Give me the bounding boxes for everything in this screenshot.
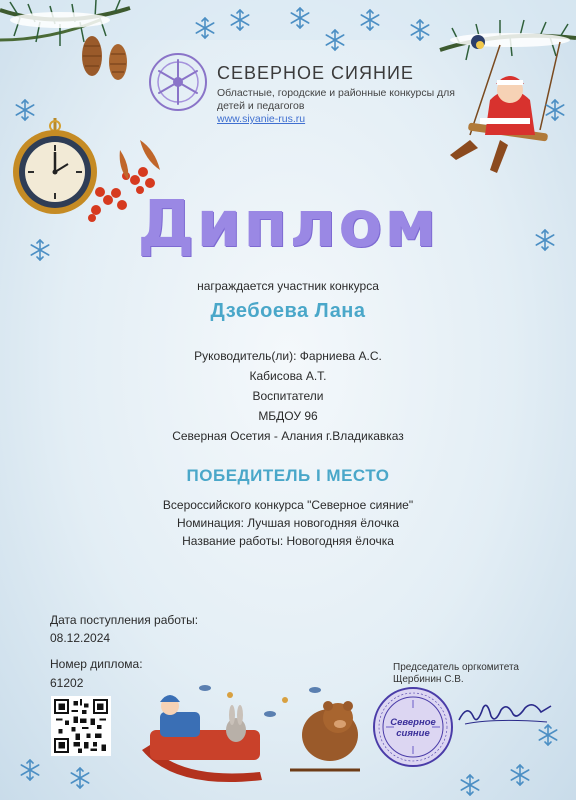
snowflake-mandala-icon — [148, 52, 208, 112]
supervisor-position: Воспитатели — [252, 389, 324, 403]
signature — [455, 694, 555, 734]
chairman-block — [393, 662, 519, 686]
diploma-number-label: Номер диплома: — [50, 657, 143, 671]
received-date-label: Дата поступления работы: — [50, 613, 199, 627]
organization-name: СЕВЕРНОЕ СИЯНИЕ — [217, 63, 414, 83]
chairman-name: Щербинин С.В. — [393, 674, 464, 685]
institution: МБДОУ 96 — [258, 409, 318, 423]
region: Северная Осетия - Алания г.Владикавказ — [172, 429, 404, 443]
girl-on-swing — [450, 76, 548, 173]
supervisor-line-1: Руководитель(ли): Фарниева А.С. — [194, 349, 382, 363]
diploma-number-value: 61202 — [50, 676, 84, 690]
nomination: Номинация: Лучшая новогодняя ёлочка — [176, 516, 400, 530]
qr-code-icon — [51, 696, 111, 756]
competition-name: Всероссийского конкурса "Северное сияние" — [162, 498, 414, 512]
awarded-text: награждается участник конкурса — [197, 279, 379, 293]
participant-name: Дзебоева Лана — [210, 300, 366, 322]
chairman-title: Председатель оргкомитета — [393, 662, 519, 673]
stamp-text: Северное сияние — [390, 717, 436, 739]
supervisor-line-2: Кабисова А.Т. — [249, 369, 327, 383]
organization-subtitle: Областные, городские и районные конкурсы для детей и педагогов — [217, 87, 455, 112]
organization-link[interactable]: www.siyanie-rus.ru — [217, 113, 306, 125]
winter-sled-scene — [142, 685, 360, 782]
work-title: Название работы: Новогодняя ёлочка — [182, 534, 394, 548]
award-place: ПОБЕДИТЕЛЬ I МЕСТО — [186, 466, 390, 485]
received-date-value: 08.12.2024 — [50, 631, 111, 645]
diploma-title: Диплом — [137, 188, 439, 262]
